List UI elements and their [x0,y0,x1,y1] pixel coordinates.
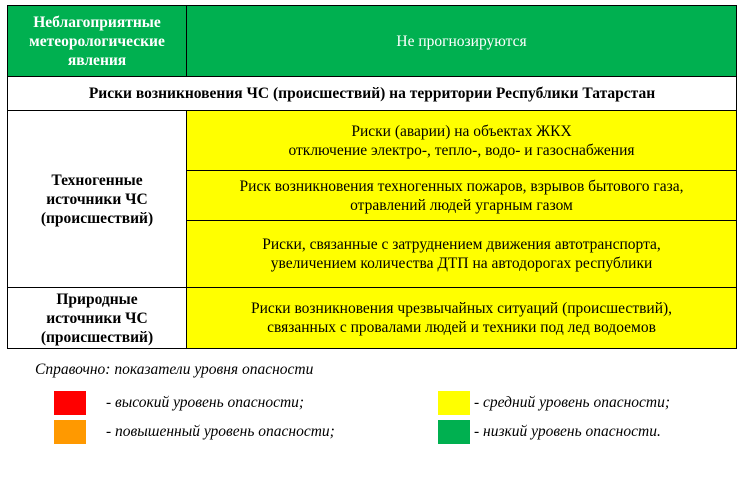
legend-swatch-medium [438,391,470,415]
header-forecast-label: Не прогнозируются [396,32,527,50]
technogenic-row-1 [8,111,737,171]
header-row [8,6,737,77]
legend-label-elevated: - повышенный уровень опасности; [106,423,335,440]
risk-cell-traffic [187,221,737,288]
risk-fires-text: Риск возникновения техногенных пожаров, взрывов бытового газа, отравлений людей угарным газом [239,177,684,214]
header-forecast-cell [187,6,737,77]
legend-label-medium: - средний уровень опасности; [474,394,671,411]
legend-item-low [438,420,661,444]
risk-ice-text: Риски возникновения чрезвычайных ситуаций (происшествий), связанных с провалами людей и техники под лед водоемов [250,300,673,336]
header-phenomena-label: Неблагоприятные метеорологические явления [29,13,165,69]
risk-traffic-text: Риски, связанные с затруднением движения автотранспорта, увеличением количества ДТП на автодорогах республики [262,236,661,272]
legend-label-low: - низкий уровень опасности. [474,423,661,440]
risk-cell-fires [187,171,737,221]
legend-swatch-high [54,391,86,415]
table-title: Риски возникновения ЧС (происшествий) на территории Республики Татарстан [8,77,737,111]
legend-item-medium [438,391,670,415]
title-row [8,77,737,111]
legend-item-elevated [54,420,335,444]
legend-item-high [54,391,304,415]
risk-housing-text: Риски (аварии) на объектах ЖКХ отключение электро-, тепло-, водо- и газоснабжения [288,122,635,159]
legend-swatch-low [438,420,470,444]
legend-swatch-elevated [54,420,86,444]
risk-table [7,5,737,349]
risk-cell-housing [187,111,737,171]
risk-cell-ice [187,288,737,349]
header-phenomena-cell [8,6,187,77]
legend-label-high: - высокий уровень опасности; [106,394,305,411]
technogenic-source-cell [8,111,187,288]
technogenic-source-label: Техногенные источники ЧС (происшествий) [40,171,154,227]
natural-source-cell [8,288,187,349]
natural-source-label: Природные источники ЧС (происшествий) [40,290,154,346]
legend-title: Справочно: показатели уровня опасности [35,361,314,378]
natural-row [8,288,737,349]
